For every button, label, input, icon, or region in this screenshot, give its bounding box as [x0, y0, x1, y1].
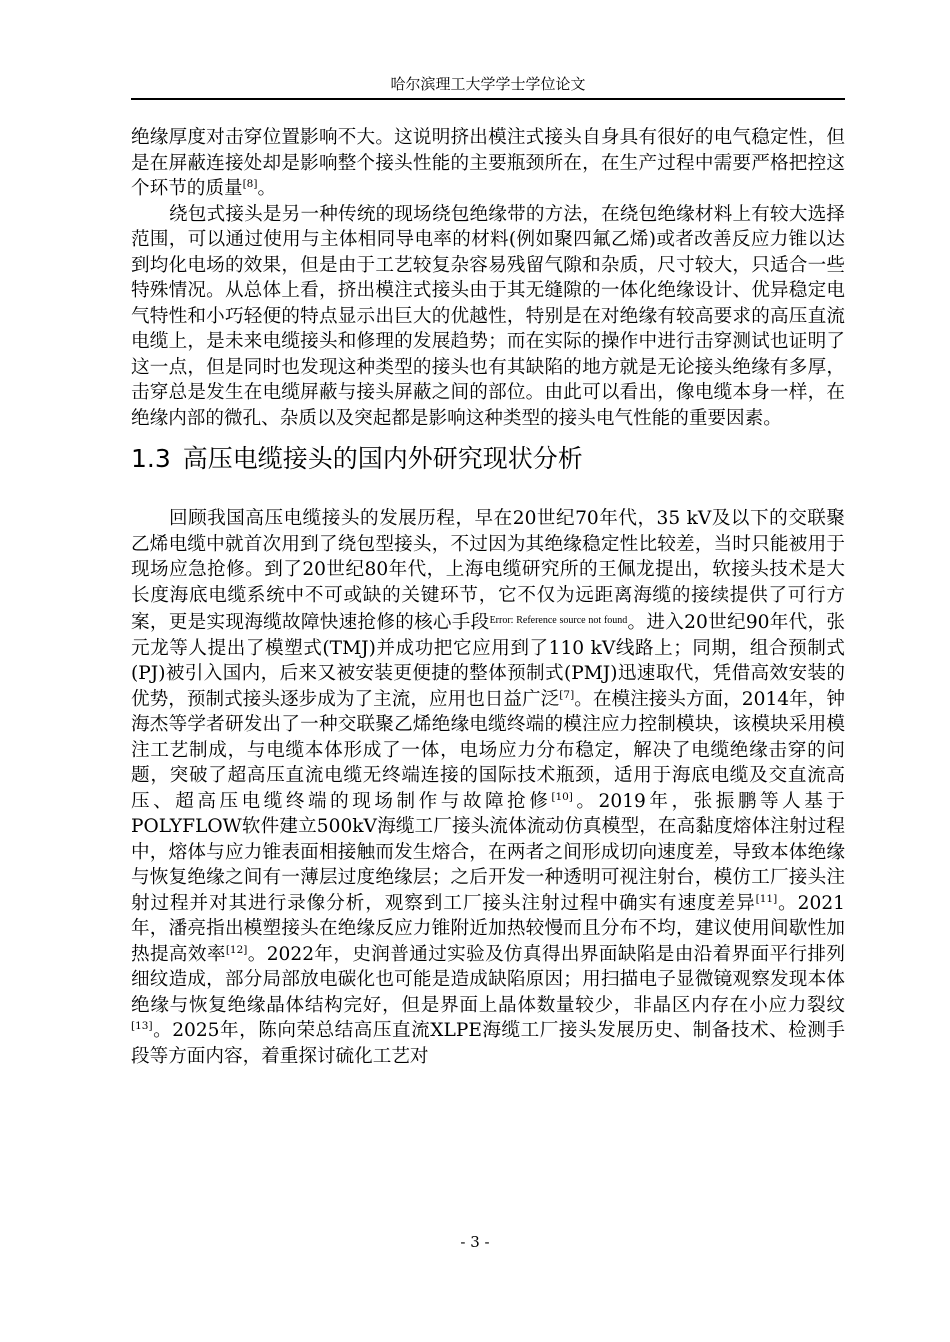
citation-ref: [12] [225, 943, 248, 956]
citation-ref: [13] [131, 1020, 153, 1032]
citation-ref: [10] [551, 790, 573, 803]
page-body [131, 125, 845, 1069]
paragraph-wrap-joint: 绕包式接头是另一种传统的现场绕包绝缘带的方法，在绕包绝缘材料上有较大选择范围，可以通过使用与主体相同导电率的材料(例如聚四氟乙烯)或者改善反应力锥以达到均化电场的效果，但是由于工艺较复杂容易残留气隙和杂质，尺寸较大，只适合一些特殊情况。从总体上看，挤出模注式接头由于其无缝隙的一体化绝缘设计、优异稳定电气特性和小巧轻便的特点显示出巨大的优越性，特别是在对绝缘有较高要求的高压直流电缆上，是未来电缆接头和修理的发展趋势；而在实际的操作中进行击穿测试也证明了这一点，但是同时也发现这种类型的接头也有其缺陷的地方就是无论接头绝缘有多厚，击穿总是发生在电缆屏蔽与接头屏蔽之间的部位。由此可以看出，像电缆本身一样，在绝缘内部的微孔、杂质以及突起都是影响这种类型的接头电气性能的重要因素。 [131, 203, 845, 429]
paragraph-text: 。2025年，陈向荣总结高压直流XLPE海缆工厂接头发展历史、制备技术、检测手段等方面内容，着重探讨硫化工艺对 [131, 1020, 845, 1067]
citation-ref: [8] [242, 178, 258, 190]
paragraph-text: 。进入20世纪90年代，张元龙等人提出了模塑式(TMJ)并成功把它应用到了110 kV线路上；同期，组合预制式(PJ)被引入国内，后来又被安装更便捷的整体预制式(PMJ)迅速取代，凭借高效安装的优势，预制式接头逐步成为了主流，应用也日益广泛 [131, 612, 845, 710]
paragraph-text: 。2021年，潘亮指出模塑接头在绝缘反应力锥附近加热较慢而且分布不均，建议使用间歇性加热提高效率 [131, 892, 845, 965]
paragraph-continued [131, 125, 845, 202]
section-number: 1.3 [131, 444, 171, 473]
header-rule [131, 98, 845, 100]
citation-ref: [7] [559, 688, 575, 701]
paragraph-text: 。在模注接头方面，2014年，钟海杰等学者研发出了一种交联聚乙烯绝缘电缆终端的模注应力控制模块，该模块采用模注工艺制成，与电缆本体形成了一体，电场应力分布稳定，解决了电缆绝缘击穿的问题，突破了超高压直流电缆无终端连接的国际技术瓶颈，适用于海底电缆及交直流高压、超高压电缆终端的现场制作与故障抢修 [131, 688, 845, 812]
spacer [131, 477, 845, 506]
paragraph-text: 。 [257, 178, 277, 199]
page-number: - 3 - [460, 1233, 490, 1251]
citation-ref: [11] [755, 892, 778, 905]
paragraph-text: 。2019年，张振鹏等人基于POLYFLOW软件建立500kV海缆工厂接头流体流动仿真模型，在高黏度熔体注射过程中，熔体与应力锥表面相接触而发生熔合，在两者之间形成切向速度差，导致本体绝缘与恢复绝缘之间有一薄层过度绝缘层；之后开发一种透明可视注射台，模仿工厂接头注射过程并对其进行录像分析，观察到工厂接头注射过程中确实有速度差异 [131, 790, 845, 914]
section-title: 高压电缆接头的国内外研究现状分析 [182, 444, 583, 473]
paragraph-research-review [131, 506, 845, 1069]
reference-error: Error: Reference source not found [489, 615, 628, 626]
paragraph-text: 绝缘厚度对击穿位置影响不大。这说明挤出模注式接头自身具有很好的电气稳定性，但是在屏蔽连接处却是影响整个接头性能的主要瓶颈所在，在生产过程中需要严格把控这个环节的质量 [131, 127, 845, 199]
paragraph-text: 。2022年，史润普通过实验及仿真得出界面缺陷是由沿着界面平行排列细纹造成，部分局部放电碳化也可能是造成缺陷原因；用扫描电子显微镜观察发现本体绝缘与恢复绝缘晶体结构完好，但是界面上晶体数量较少，非晶区内存在小应力裂纹 [131, 943, 845, 1016]
paragraph-text: 回顾我国高压电缆接头的发展历程，早在20世纪70年代，35 kV及以下的交联聚乙烯电缆中就首次用到了绕包型接头，不过因为其绝缘稳定性比较差，当时只能被用于现场应急抢修。到了20世纪80年代，上海电缆研究所的王佩龙提出，软接头技术是大长度海底电缆系统中不可或缺的关键环节，它不仅为远距离海缆的接续提供了可行方案，更是实现海缆故障快速抢修的核心手段 [131, 508, 845, 633]
running-header: 哈尔滨理工大学学士学位论文 [390, 75, 586, 93]
section-heading [131, 441, 845, 477]
